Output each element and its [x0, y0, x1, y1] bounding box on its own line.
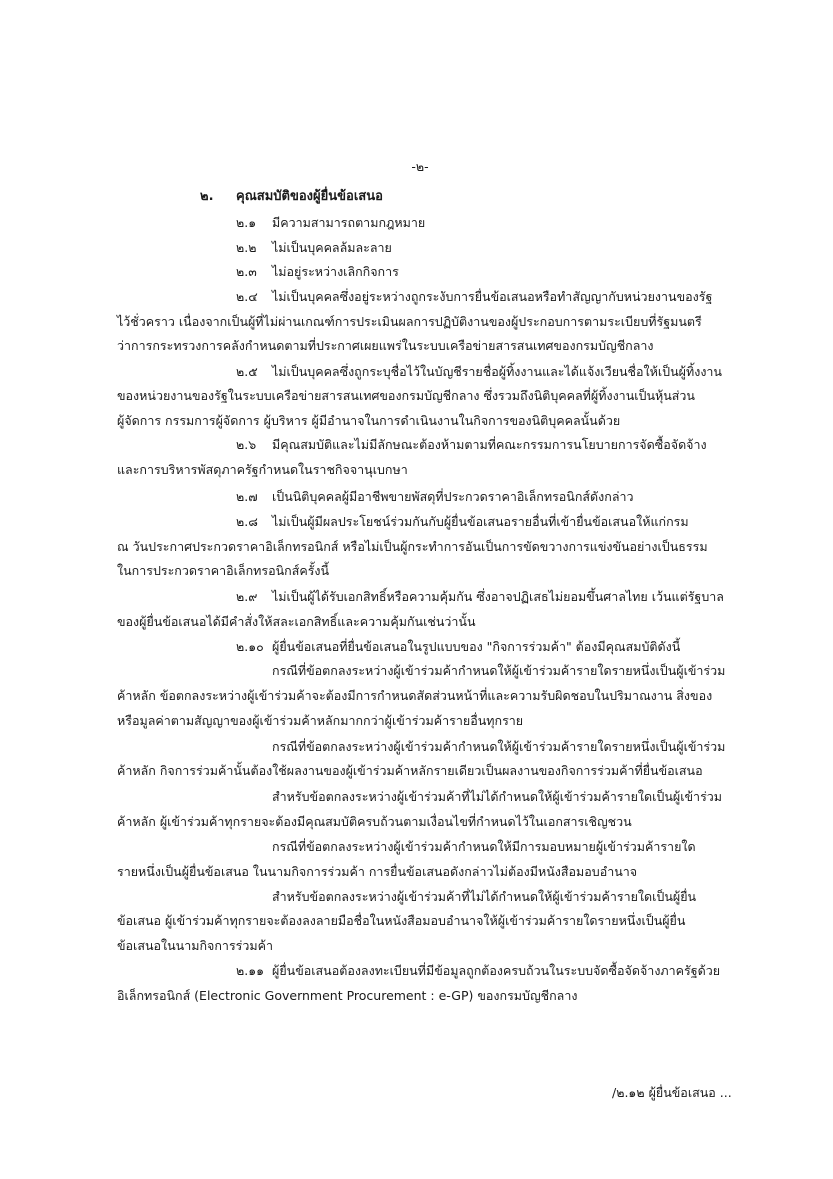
page-number: -๒-: [411, 159, 429, 174]
clause-2-4: [236, 287, 712, 307]
clause-text: เป็นนิติบุคคลผู้มีอาชีพขายพัสดุที่ประกวดราคาอิเล็กทรอนิกส์ดังกล่าว: [272, 489, 634, 504]
paragraph-line: ไว้ชั่วคราว เนื่องจากเป็นผู้ที่ไม่ผ่านเกณฑ์การประเมินผลการปฏิบัติงานของผู้ประกอบการตามระเบียบที่รัฐมนตรี: [117, 314, 702, 329]
clause-text: ไม่เป็นบุคคลซึ่งอยู่ระหว่างถูกระงับการยื่นข้อเสนอหรือทำสัญญากับหน่วยงานของรัฐ: [272, 289, 713, 304]
clause-number: ๒.๑๑: [236, 963, 265, 978]
section-title: คุณสมบัติของผู้ยื่นข้อเสนอ: [236, 189, 383, 204]
clause-2-3: [236, 262, 399, 282]
clause-number: ๒.๕: [236, 364, 258, 379]
clause-2-6: [236, 435, 707, 455]
paragraph-line: ค้าหลัก ข้อตกลงระหว่างผู้เข้าร่วมค้าจะต้องมีการกำหนดสัดส่วนหน้าที่และความรับผิดชอบในปริมาณงาน สิ่งของ: [117, 688, 713, 703]
section-number: ๒.: [200, 189, 214, 204]
section-heading: [200, 187, 383, 207]
clause-2-8: [236, 512, 689, 532]
clause-number: ๒.๑: [236, 215, 257, 230]
clause-number: ๒.๓: [236, 264, 257, 279]
clause-number: ๒.๑๐: [236, 639, 264, 654]
paragraph-line: ว่าการกระทรวงการคลังกำหนดตามที่ประกาศเผยแพร่ในระบบเครือข่ายสารสนเทศของกรมบัญชีกลาง: [117, 338, 654, 353]
clause-number: ๒.๘: [236, 514, 258, 529]
clause-number: ๒.๖: [236, 437, 257, 452]
paragraph-line: ณ วันประกาศประกวดราคาอิเล็กทรอนิกส์ หรือไม่เป็นผู้กระทำการอันเป็นการขัดขวางการแข่งขันอย่างเป็นธรรม: [117, 539, 708, 554]
clause-text: ไม่เป็นผู้มีผลประโยชน์ร่วมกันกับผู้ยื่นข้อเสนอรายอื่นที่เข้ายื่นข้อเสนอให้แก่กรม: [272, 514, 689, 529]
paragraph-line: ผู้จัดการ กรรมการผู้จัดการ ผู้บริหาร ผู้มีอำนาจในการดำเนินงานในกิจการของนิติบุคคลนั้นด้วย: [117, 413, 621, 428]
paragraph-line: ของผู้ยื่นข้อเสนอได้มีคำสั่งให้สละเอกสิทธิ์และความคุ้มกันเช่นว่านั้น: [117, 614, 476, 629]
paragraph-line: กรณีที่ข้อตกลงระหว่างผู้เข้าร่วมค้ากำหนดให้ผู้เข้าร่วมค้ารายใดรายหนึ่งเป็นผู้เข้าร่วม: [272, 663, 726, 678]
clause-text: มีคุณสมบัติและไม่มีลักษณะต้องห้ามตามที่คณะกรรมการนโยบายการจัดซื้อจัดจ้าง: [272, 437, 707, 452]
clause-text: ไม่เป็นบุคคลล้มละลาย: [272, 240, 392, 255]
clause-text: ไม่อยู่ระหว่างเลิกกิจการ: [272, 264, 399, 279]
clause-text: ไม่เป็นบุคคลซึ่งถูกระบุชื่อไว้ในบัญชีรายชื่อผู้ทิ้งงานและได้แจ้งเวียนชื่อให้เป็นผู้ทิ้งงาน: [272, 364, 722, 379]
paragraph-line: และการบริหารพัสดุภาครัฐกำหนดในราชกิจจานุเบกษา: [117, 462, 408, 477]
clause-2-7: [236, 487, 634, 507]
paragraph-line: ข้อเสนอในนามกิจการร่วมค้า: [117, 938, 274, 953]
paragraph-line: ค้าหลัก ผู้เข้าร่วมค้าทุกรายจะต้องมีคุณสมบัติครบถ้วนตามเงื่อนไขที่กำหนดไว้ในเอกสารเชิญชวน: [117, 814, 632, 829]
paragraph-line: รายหนึ่งเป็นผู้ยื่นข้อเสนอ ในนามกิจการร่วมค้า การยื่นข้อเสนอดังกล่าวไม่ต้องมีหนังสือมอบอำนาจ: [117, 864, 638, 879]
paragraph-line: กรณีที่ข้อตกลงระหว่างผู้เข้าร่วมค้ากำหนดให้ผู้เข้าร่วมค้ารายใดรายหนึ่งเป็นผู้เข้าร่วม: [272, 739, 726, 754]
paragraph-line: หรือมูลค่าตามสัญญาของผู้เข้าร่วมค้าหลักมากกว่าผู้เข้าร่วมค้ารายอื่นทุกราย: [117, 713, 524, 728]
clause-number: ๒.๒: [236, 240, 257, 255]
clause-text: ผู้ยื่นข้อเสนอที่ยื่นข้อเสนอในรูปแบบของ "กิจการร่วมค้า" ต้องมีคุณสมบัติดังนี้: [272, 639, 681, 654]
clause-2-1: [236, 213, 425, 233]
paragraph-line: สำหรับข้อตกลงระหว่างผู้เข้าร่วมค้าที่ไม่ได้กำหนดให้ผู้เข้าร่วมค้ารายใดเป็นผู้เข้าร่วม: [272, 789, 723, 804]
clause-number: ๒.๗: [236, 489, 258, 504]
clause-2-11: [236, 961, 720, 981]
paragraph-line: อิเล็กทรอนิกส์ (Electronic Government Procurement : e-GP) ของกรมบัญชีกลาง: [117, 988, 578, 1003]
clause-2-10: [236, 637, 680, 657]
paragraph-line: ข้อเสนอ ผู้เข้าร่วมค้าทุกรายจะต้องลงลายมือชื่อในหนังสือมอบอำนาจให้ผู้เข้าร่วมค้ารายใดรายหนึ่งเป็นผู้ยื่น: [117, 913, 686, 928]
paragraph-line: ค้าหลัก กิจการร่วมค้านั้นต้องใช้ผลงานของผู้เข้าร่วมค้าหลักรายเดียวเป็นผลงานของกิจการร่วมค้าที่ยื่นข้อเสนอ: [117, 763, 703, 778]
clause-number: ๒.๙: [236, 589, 258, 604]
clause-text: มีความสามารถตามกฎหมาย: [272, 215, 426, 230]
continuation-footer: /๒.๑๒ ผู้ยื่นข้อเสนอ ...: [612, 1085, 732, 1100]
paragraph-line: สำหรับข้อตกลงระหว่างผู้เข้าร่วมค้าที่ไม่ได้กำหนดให้ผู้เข้าร่วมค้ารายใดเป็นผู้ยื่น: [272, 889, 697, 904]
clause-2-9: [236, 587, 724, 607]
paragraph-line: ของหน่วยงานของรัฐในระบบเครือข่ายสารสนเทศของกรมบัญชีกลาง ซึ่งรวมถึงนิติบุคคลที่ผู้ทิ้งงานเป็นหุ้นส่วน: [117, 388, 695, 403]
clause-number: ๒.๔: [236, 289, 258, 304]
clause-text: ไม่เป็นผู้ได้รับเอกสิทธิ์หรือความคุ้มกัน ซึ่งอาจปฏิเสธไม่ยอมขึ้นศาลไทย เว้นแต่รัฐบาล: [272, 589, 724, 604]
paragraph-line: ในการประกวดราคาอิเล็กทรอนิกส์ครั้งนี้: [117, 563, 330, 578]
clause-text: ผู้ยื่นข้อเสนอต้องลงทะเบียนที่มีข้อมูลถูกต้องครบถ้วนในระบบจัดซื้อจัดจ้างภาครัฐด้วย: [272, 963, 721, 978]
paragraph-line: กรณีที่ข้อตกลงระหว่างผู้เข้าร่วมค้ากำหนดให้มีการมอบหมายผู้เข้าร่วมค้ารายใด: [272, 839, 696, 854]
clause-2-2: [236, 238, 392, 258]
clause-2-5: [236, 362, 722, 382]
